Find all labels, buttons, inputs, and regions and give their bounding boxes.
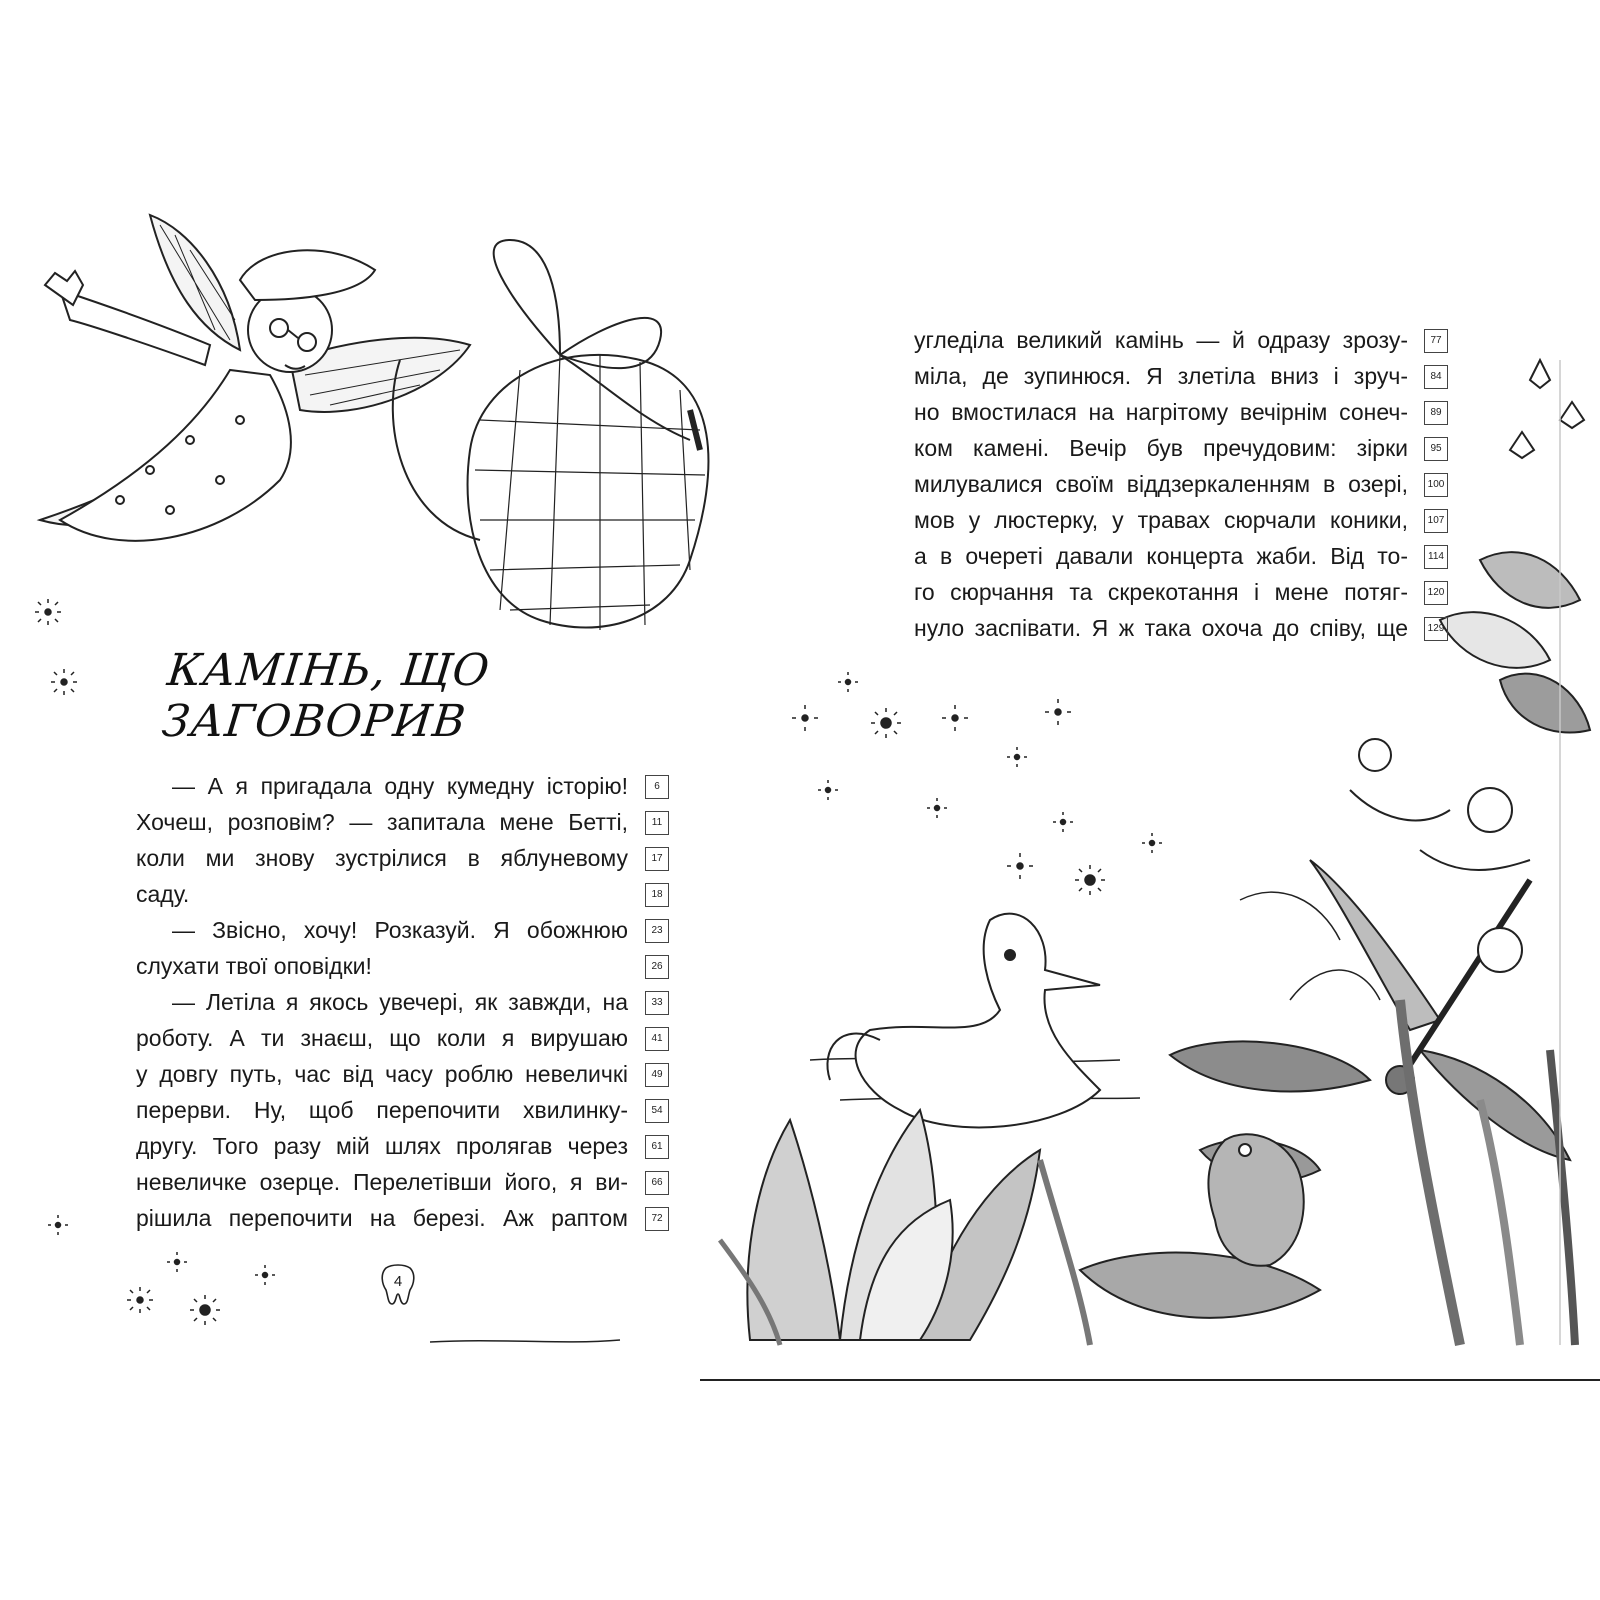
word-count-box: 114 — [1424, 545, 1448, 569]
text-line-content: а в очереті давали концерта жаби. Від то- — [914, 543, 1408, 569]
text-line-content: міла, де зупинюся. Я злетіла вниз і зруч- — [914, 363, 1408, 389]
text-line-content: слухати твої оповідки! — [136, 953, 372, 979]
text-line-content: рішила перепочити на березі. Аж раптом — [136, 1205, 628, 1231]
text-line-content: — Звісно, хочу! Розказуй. Я обожнюю — [172, 917, 628, 943]
text-line-content: — А я пригадала одну кумедну історію! — [172, 773, 628, 799]
text-line-content: угледіла великий камінь — й одразу зрозу- — [914, 327, 1408, 353]
text-line-content: нуло заспівати. Я ж така охоча до співу, ще — [914, 615, 1408, 641]
text-line — [136, 1164, 663, 1200]
word-count-box: 54 — [645, 1099, 669, 1123]
tooth-fairy-illustration — [40, 215, 708, 630]
text-line-content: перерви. Ну, щоб перепочити хвилинку- — [136, 1097, 628, 1123]
text-line — [914, 610, 1445, 646]
text-line — [136, 1200, 663, 1236]
text-line — [136, 1128, 663, 1164]
text-line — [914, 322, 1442, 358]
word-count-box: 26 — [645, 955, 669, 979]
text-line-content: ком камені. Вечір був пречудовим: зірки — [914, 435, 1408, 461]
word-count-box: 61 — [645, 1135, 669, 1159]
text-line-content: роботу. А ти знаєш, що коли я вирушаю — [136, 1025, 628, 1051]
text-line — [914, 574, 1445, 610]
text-line-content: но вмостилася на нагрітому вечірнім сонеч- — [914, 399, 1408, 425]
word-count-box: 23 — [645, 919, 669, 943]
text-line — [914, 466, 1445, 502]
word-count-box: 33 — [645, 991, 669, 1015]
text-line-content: коли ми знову зустрілися в яблуневому — [136, 845, 628, 871]
left-text-column — [136, 768, 663, 1236]
right-text-column — [914, 322, 1445, 646]
text-line — [914, 430, 1442, 466]
text-line-content: — Летіла я якось увечері, як завжди, на — [172, 989, 628, 1015]
page-number-label: 4 — [393, 1273, 403, 1290]
text-line-content: другу. Того разу мій шлях пролягав через — [136, 1133, 628, 1159]
word-count-box: 120 — [1424, 581, 1448, 605]
word-count-box: 77 — [1424, 329, 1448, 353]
word-count-box: 100 — [1424, 473, 1448, 497]
text-line — [136, 840, 663, 876]
text-line — [914, 502, 1445, 538]
word-count-box: 6 — [645, 775, 669, 799]
text-line — [136, 768, 660, 804]
text-line-content: го сюрчання та скрекотання і мене потяг- — [914, 579, 1408, 605]
text-line — [136, 804, 663, 840]
word-count-box: 11 — [645, 811, 669, 835]
word-count-box: 72 — [645, 1207, 669, 1231]
text-line — [914, 538, 1444, 574]
text-line-content: мов у люстерку, у травах сюрчали коники, — [914, 507, 1408, 533]
text-line-content: саду. — [136, 881, 190, 907]
text-line — [914, 358, 1442, 394]
text-line — [136, 876, 663, 912]
word-count-box: 41 — [645, 1027, 669, 1051]
word-count-box: 84 — [1424, 365, 1448, 389]
word-count-box: 66 — [645, 1171, 669, 1195]
text-line — [136, 1056, 663, 1092]
word-count-box: 18 — [645, 883, 669, 907]
text-line-content: у довгу путь, час від часу роблю невеличкі — [136, 1061, 628, 1087]
word-count-box: 95 — [1424, 437, 1448, 461]
word-count-box: 107 — [1424, 509, 1448, 533]
text-line — [136, 1092, 663, 1128]
text-line-content: невеличке озерце. Перелетівши його, я ви- — [136, 1169, 628, 1195]
word-count-box: 17 — [645, 847, 669, 871]
word-count-box: 49 — [645, 1063, 669, 1087]
word-count-box: 89 — [1424, 401, 1448, 425]
word-count-box: 129 — [1424, 617, 1448, 641]
text-line — [136, 1020, 663, 1056]
text-line — [136, 948, 663, 984]
chapter-title: КАМІНЬ, ЩО ЗАГОВОРИВ — [159, 645, 493, 747]
text-line — [136, 984, 663, 1020]
text-line-content: Хочеш, розповім? — запитала мене Бетті, — [136, 809, 628, 835]
page-number — [380, 1264, 416, 1306]
text-line — [136, 912, 663, 948]
text-line-content: милувалися своїм віддзеркаленням в озері, — [914, 471, 1408, 497]
text-line — [914, 394, 1442, 430]
